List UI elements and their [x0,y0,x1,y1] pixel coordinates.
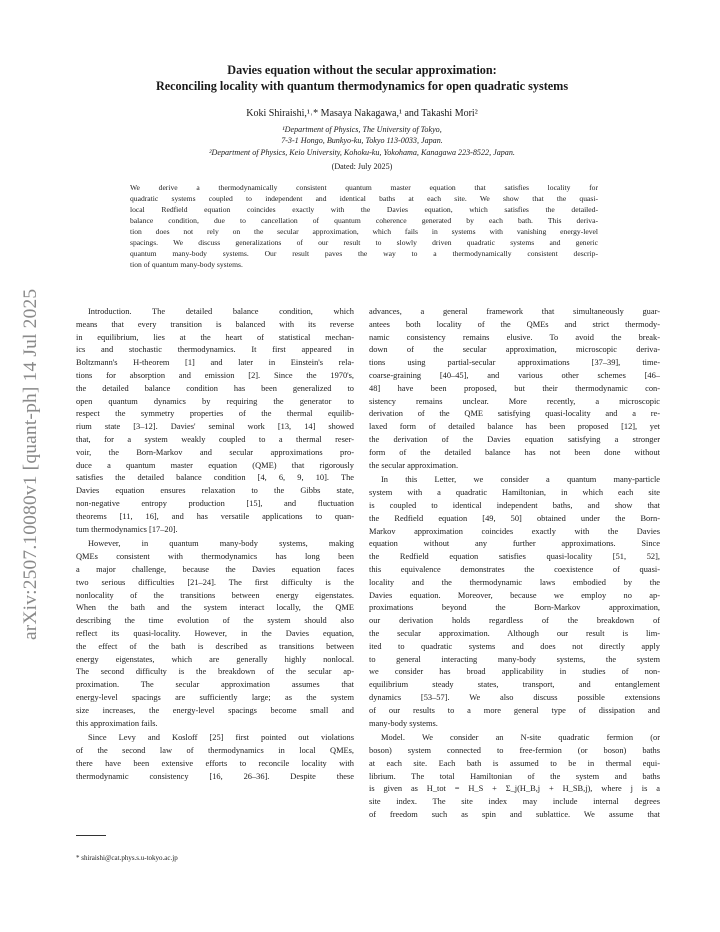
text-line: dynamics [53–57]. We also discuss possible extensions [369,692,660,702]
abstract-line: tion of quantum many-body systems. [130,260,243,269]
text-line: the detailed balance condition has been generalized to [76,383,354,393]
text-line: the secular approximation. [369,460,459,470]
text-line: a major challenge, because the Davies equation faces [76,564,354,574]
text-line: nonlocality of the transitions between energy eigenstates. [76,590,354,600]
text-line: duce a quantum master equation (QME) that rigorously [76,460,354,470]
abstract-line: balance condition, due to cancellation of quantum coherence generated by each bath. This deriva- [130,216,598,225]
text-line: in equilibrium, lies at the heart of statistical mechan- [76,332,354,342]
text-line: Boltzmann's H-theorem [1] and later in Einstein's rela- [76,358,354,368]
text-line: laxed form of detailed balance has been proposed [12], yet [369,422,660,432]
text-line: of the second law of thermodynamics in local QMEs, [76,746,354,756]
text-line: Markov approximation coincides exactly with the Davies [369,526,660,536]
text-line: this approximation fails. [76,718,158,728]
text-line: site index. The site index may include internal degrees [369,797,660,807]
text-line: energy eigenstates, which are generally highly nonlocal. [76,654,354,664]
text-line: voir, the Born-Markov and secular approximations pro- [76,447,354,457]
text-line: equilibrium steady states, transport, and entanglement [369,680,660,690]
author-list: Koki Shiraishi,¹˒* Masaya Nakagawa,¹ and Takashi Mori² [246,108,478,119]
text-line: of freedom such as spin and sublattice. We assume that [369,810,660,820]
text-line: system with a quadratic Hamiltonian, in which each site [369,488,660,498]
text-line: 48] have been proposed, but their thermodynamic con- [369,383,660,393]
affiliation-line: 7-3-1 Hongo, Bunkyo-ku, Tokyo 113-0033, Japan. [281,136,443,146]
text-line: coarse-graining [40–45], and various other schemes [46– [369,370,660,380]
text-line: locality and the thermodynamic laws embodied by the [369,577,660,587]
text-line: derivation of the QME satisfying quasi-locality and a re- [369,409,660,419]
text-line: QMEs consistent with thermodynamics has long been [76,552,354,562]
text-line: our derivation holds regardless of the breakdown of [369,616,660,626]
text-line: is coupled to identical independent baths, and show that [369,500,660,510]
text-line: many-body systems. [369,718,438,728]
text-line: advances, a general framework that simultaneously guar- [369,307,660,316]
text-line: boson) system connected to free-fermion (or boson) baths [369,746,660,756]
text-line: the effect of the bath is described as transitions between [76,641,354,651]
text-line: respect the symmetry properties of the thermal equilib- [76,409,354,419]
text-line: size increases, the energy-level spacings become small and [76,705,354,715]
text-line: open quantum dynamics by requiring the generator to [76,396,354,406]
abstract-line: local Redfield equation coincides exactly with the Davies equation, which satisfies the detailed- [130,205,598,214]
text-line: tum thermodynamics [17–20]. [76,524,178,534]
abstract-line: quantum many-body systems. Our result paves the way to a thermodynamically consistent descrip- [130,249,598,258]
text-line: sistency remains unclear. More recently, a microscopic [369,396,660,406]
affiliations [60,124,664,158]
abstract-line: tion does not rely on the secular approximation, which fails in systems with vanishing energy-level [130,227,598,236]
text-line: describing the time evolution of the system should also [76,616,354,626]
text-line: this equivalence demonstrates the coexistence of quasi- [369,564,660,574]
text-line: to general interacting many-body systems, the system [369,654,660,664]
affiliation-line: ¹Department of Physics, The University of Tokyo, [282,125,442,134]
paper-title [60,62,664,94]
text-line: Since Levy and Kosloff [25] first pointed out violations [88,733,354,743]
footnote-rule [76,835,106,836]
text-line: means that every transition is balanced with its reverse [76,319,354,329]
text-line: proximation. The secular approximation assumes that [76,680,354,690]
text-line: down of the secular approximation, microscopic deriva- [369,345,660,355]
date-line: (Dated: July 2025) [331,162,393,171]
text-line: equation without any further approximations. Since [369,539,660,549]
text-line: librium. The total Hamiltonian of the system and baths [369,771,660,781]
body-column-right [369,306,660,822]
text-line: tions using partial-secular approximations [37–39], time- [369,358,660,368]
body-column-left [76,306,354,783]
abstract-line: quadratic systems coupled to independent and identical baths at each site. We show that the quasi- [130,194,598,203]
text-line: we consider has broad applicability in studies of non- [369,667,660,677]
text-line: the Redfield equation satisfies quasi-locality [51, 52], [369,552,660,562]
text-line: Introduction. The detailed balance condition, which [88,307,354,316]
text-line: the Redfield equation [49, 50] obtained under the Born- [369,513,660,523]
text-line: The second difficulty is the breakdown of the secular ap- [76,667,354,677]
text-line: reflect its quasi-locality. However, in the Davies equation, [76,628,354,638]
text-line: rium state [3–12]. Davies' seminal work [13, 14] showed [76,422,354,432]
text-line: form of the detailed balance has not been done without [369,447,660,457]
text-line: at each site. Each bath is assumed to be in thermal equi- [369,758,660,768]
text-line: tions for absorption and emission [2]. Since the 1970's, [76,370,354,380]
footnote-email: * shiraishi@cat.phys.s.u-tokyo.ac.jp [76,854,178,862]
text-line: non-negative entropy production [15], and fluctuation [76,498,354,508]
text-line: is given as H_tot = H_S + Σ_j(H_B,j + H_SB,j), where j is a [369,784,660,794]
text-line: the derivation of the Davies equation satisfying a stronger [369,434,660,444]
text-line: theorems [11, 16], and has versatile applications to quan- [76,511,354,521]
title-line-1: Davies equation without the secular approximation: [227,63,497,77]
abstract [130,182,598,270]
text-line: Model. We consider an N-site quadratic fermion (or [381,733,660,743]
text-line: energy-level spacings are sufficiently large; as the system [76,692,354,702]
text-line: that, for a system weakly coupled to a thermal reser- [76,434,354,444]
text-line: Davies equation. Moreover, because we employ no ap- [369,590,660,600]
text-line: of our results to a more general type of dissipation and [369,705,660,715]
abstract-line: spacings. We discuss generalizations of our result to slowly driven quadratic systems and generic [130,238,598,247]
text-line: satisfies the detailed balance condition [4, 6, 9, 10]. The [76,473,354,483]
text-line: In this Letter, we consider a quantum many-particle [381,475,660,485]
abstract-line: We derive a thermodynamically consistent quantum master equation that satisfies locality for [130,183,598,192]
text-line: ics and stochastic thermodynamics. It first appeared in [76,345,354,355]
text-line: thermodynamic consistency [16, 26–36]. Despite these [76,771,354,781]
text-line: the secular approximation. Although our result is lim- [369,628,660,638]
title-line-2: Reconciling locality with quantum thermodynamics for open quadratic systems [155,79,569,93]
text-line: Davies equation ensures relaxation to the Gibbs state, [76,486,354,496]
text-line: proximations beyond the Born-Markov approximation, [369,603,660,613]
affiliation-line: ²Department of Physics, Keio University, Kohoku-ku, Yokohama, Kanagawa 223-8522, Japan. [209,147,515,157]
text-line: When the bath and the system interact locally, the QME [76,603,354,613]
text-line: two serious difficulties [21–24]. The first difficulty is the [76,577,354,587]
text-line: there have been extensive efforts to reconcile locality with [76,758,354,768]
arxiv-identifier-stamp: arXiv:2507.10080v1 [quant-ph] 14 Jul 2025 [20,288,41,640]
text-line: ited to quadratic systems and does not directly apply [369,641,660,651]
text-line: namic consistency remains elusive. To avoid the break- [369,332,660,342]
text-line: antees both locality of the QMEs and strict thermody- [369,319,660,329]
text-line: However, in quantum many-body systems, making [88,539,354,549]
